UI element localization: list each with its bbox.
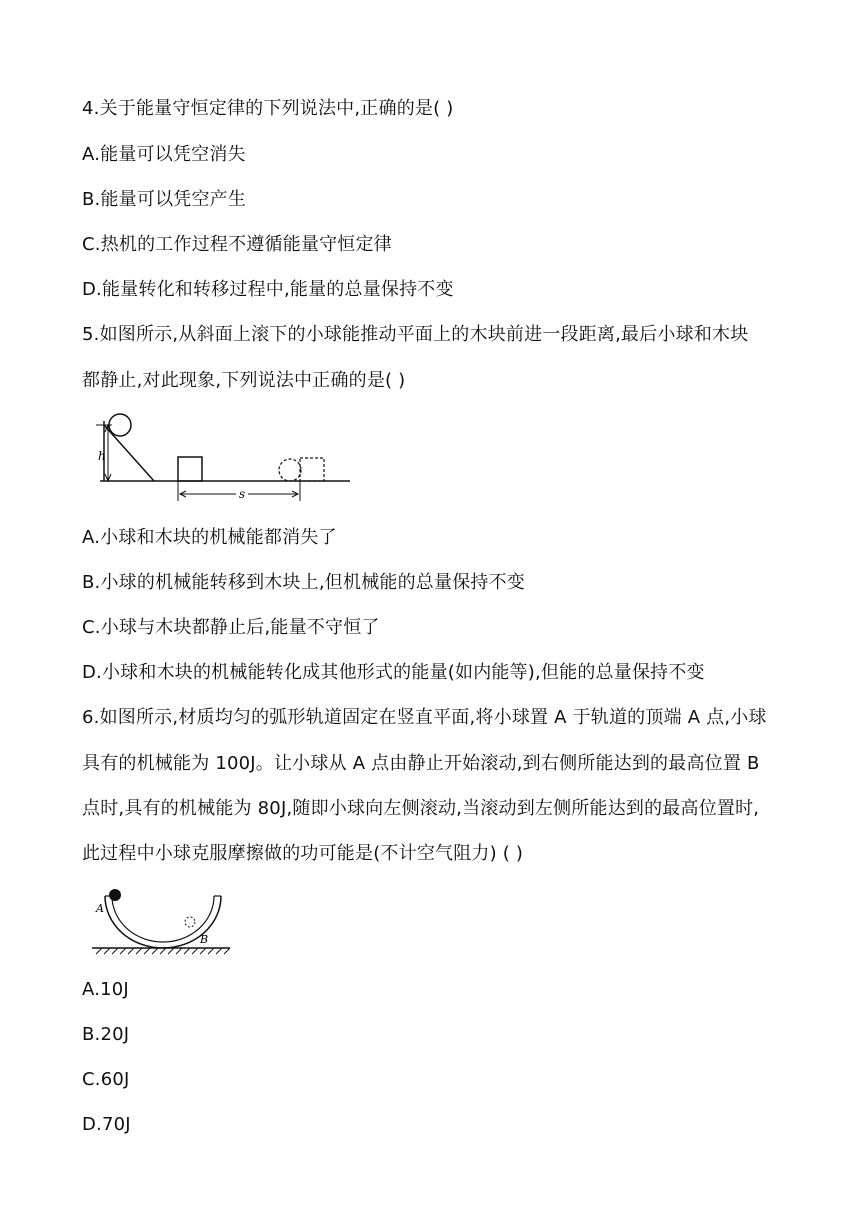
point-a-label: A	[96, 902, 104, 915]
question-6-option-a: A.10J	[82, 979, 129, 1000]
question-6-option-b: B.20J	[82, 1024, 130, 1045]
question-5-option-a: A.小球和木块的机械能都消失了	[82, 527, 337, 548]
question-5-option-d: D.小球和木块的机械能转化成其他形式的能量(如内能等),但能的总量保持不变	[82, 662, 705, 683]
question-4-option-b: B.能量可以凭空产生	[82, 189, 247, 210]
question-5-stem-line-2: 都静止,对此现象,下列说法中正确的是( )	[82, 370, 406, 391]
question-6-stem-line-1: 6.如图所示,材质均匀的弧形轨道固定在竖直平面,将小球置 A 于轨道的顶端 A 点,小球	[82, 707, 767, 728]
question-4-option-a: A.能量可以凭空消失	[82, 144, 246, 165]
question-6-option-d: D.70J	[82, 1114, 131, 1135]
question-6-stem-line-3: 点时,具有的机械能为 80J,随即小球向左侧滚动,当滚动到左侧所能达到的最高位置时,	[82, 798, 760, 819]
block-final-dashed	[300, 458, 324, 481]
ball-start	[109, 414, 131, 436]
ball-at-a	[109, 889, 121, 901]
question-6-option-c: C.60J	[82, 1069, 130, 1090]
height-label: h	[98, 449, 106, 463]
distance-label: s	[239, 487, 246, 501]
question-6-stem-line-2: 具有的机械能为 100J。让小球从 A 点由静止开始滚动,到右侧所能达到的最高位置 B	[82, 753, 760, 774]
arc-track-inner	[112, 896, 214, 942]
question-5-stem-line-1: 5.如图所示,从斜面上滚下的小球能推动平面上的木块前进一段距离,最后小球和木块	[82, 324, 749, 345]
point-b-label: B	[200, 933, 209, 946]
question-6-stem-line-4: 此过程中小球克服摩擦做的功可能是(不计空气阻力) ( )	[82, 843, 524, 864]
block-start	[178, 457, 202, 481]
question-4-option-d: D.能量转化和转移过程中,能量的总量保持不变	[82, 279, 454, 300]
question-5-option-c: C.小球与木块都静止后,能量不守恒了	[82, 617, 380, 638]
incline	[104, 425, 154, 481]
question-4-stem: 4.关于能量守恒定律的下列说法中,正确的是( )	[82, 98, 454, 119]
ground-hatching	[96, 948, 230, 954]
question-5-option-b: B.小球的机械能转移到木块上,但机械能的总量保持不变	[82, 572, 525, 593]
arc-track-figure	[88, 880, 238, 960]
ball-final-dashed	[279, 459, 301, 481]
incline-ball-block-figure	[92, 405, 356, 505]
ball-at-b-dashed	[185, 917, 195, 927]
question-4-option-c: C.热机的工作过程不遵循能量守恒定律	[82, 234, 392, 255]
